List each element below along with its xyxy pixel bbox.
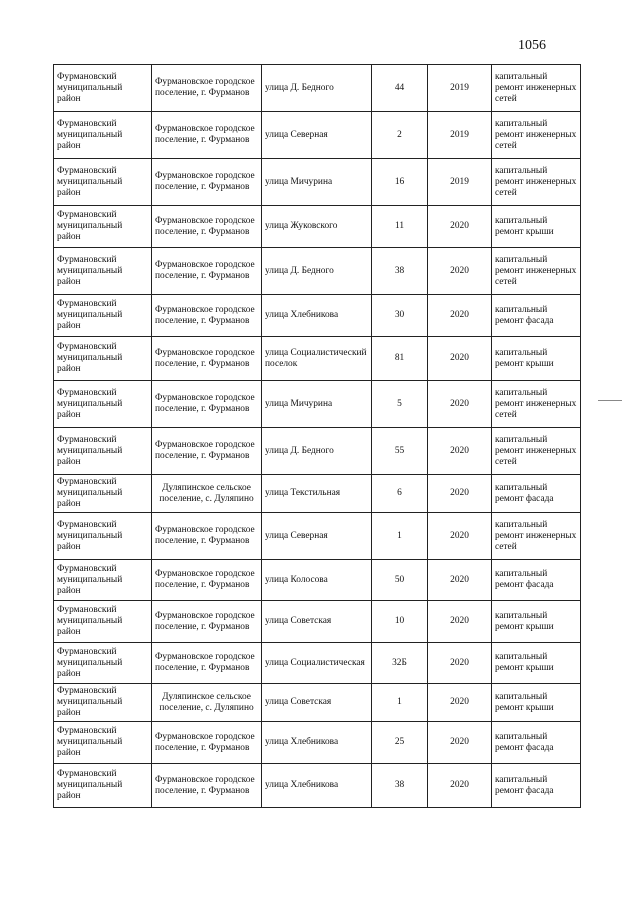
settlement-cell: Фурмановское городское поселение, г. Фурманов [152,643,262,684]
settlement-cell: Фурмановское городское поселение, г. Фурманов [152,65,262,112]
year-cell: 2020 [428,428,492,475]
year-cell: 2020 [428,513,492,560]
table-row [54,65,581,112]
district-cell: Фурмановский муниципальный район [54,159,152,206]
settlement-cell: Дуляпинское сельское поселение, с. Дуляпино [152,684,262,722]
district-cell: Фурмановский муниципальный район [54,764,152,808]
street-cell: улица Колосова [262,560,372,601]
table-row [54,206,581,248]
year-cell: 2020 [428,206,492,248]
house-cell: 44 [372,65,428,112]
house-cell: 2 [372,112,428,159]
table-row [54,475,581,513]
year-cell: 2019 [428,65,492,112]
work-cell: капитальный ремонт инженерных сетей [492,112,581,159]
table-row [54,722,581,764]
table-row [54,684,581,722]
work-cell: капитальный ремонт крыши [492,206,581,248]
street-cell: улица Хлебникова [262,764,372,808]
year-cell: 2020 [428,560,492,601]
work-cell: капитальный ремонт крыши [492,601,581,643]
work-cell: капитальный ремонт инженерных сетей [492,65,581,112]
work-cell: капитальный ремонт фасада [492,764,581,808]
table-row [54,428,581,475]
page-number: 1056 [518,38,546,53]
work-cell: капитальный ремонт фасада [492,722,581,764]
settlement-cell: Фурмановское городское поселение, г. Фурманов [152,601,262,643]
year-cell: 2020 [428,248,492,295]
year-cell: 2020 [428,337,492,381]
table-row [54,112,581,159]
year-cell: 2019 [428,112,492,159]
house-cell: 30 [372,295,428,337]
street-cell: улица Хлебникова [262,722,372,764]
settlement-cell: Фурмановское городское поселение, г. Фурманов [152,159,262,206]
table-row [54,381,581,428]
district-cell: Фурмановский муниципальный район [54,475,152,513]
street-cell: улица Д. Бедного [262,428,372,475]
work-cell: капитальный ремонт фасада [492,475,581,513]
street-cell: улица Жуковского [262,206,372,248]
district-cell: Фурмановский муниципальный район [54,248,152,295]
street-cell: улица Северная [262,513,372,560]
table-row [54,248,581,295]
house-cell: 81 [372,337,428,381]
settlement-cell: Фурмановское городское поселение, г. Фурманов [152,764,262,808]
work-cell: капитальный ремонт крыши [492,337,581,381]
settlement-cell: Фурмановское городское поселение, г. Фурманов [152,513,262,560]
year-cell: 2020 [428,381,492,428]
house-cell: 25 [372,722,428,764]
house-cell: 16 [372,159,428,206]
year-cell: 2020 [428,722,492,764]
street-cell: улица Северная [262,112,372,159]
year-cell: 2020 [428,764,492,808]
settlement-cell: Фурмановское городское поселение, г. Фурманов [152,722,262,764]
settlement-cell: Фурмановское городское поселение, г. Фурманов [152,428,262,475]
district-cell: Фурмановский муниципальный район [54,295,152,337]
year-cell: 2020 [428,295,492,337]
year-cell: 2020 [428,643,492,684]
year-cell: 2019 [428,159,492,206]
settlement-cell: Фурмановское городское поселение, г. Фурманов [152,112,262,159]
settlement-cell: Фурмановское городское поселение, г. Фурманов [152,381,262,428]
house-cell: 5 [372,381,428,428]
table-row [54,513,581,560]
street-cell: улица Социалистическая [262,643,372,684]
street-cell: улица Д. Бедного [262,65,372,112]
work-cell: капитальный ремонт фасада [492,295,581,337]
house-cell: 11 [372,206,428,248]
street-cell: улица Советская [262,684,372,722]
district-cell: Фурмановский муниципальный район [54,722,152,764]
district-cell: Фурмановский муниципальный район [54,560,152,601]
table-row [54,337,581,381]
house-cell: 1 [372,513,428,560]
house-cell: 10 [372,601,428,643]
settlement-cell: Фурмановское городское поселение, г. Фурманов [152,560,262,601]
house-cell: 55 [372,428,428,475]
district-cell: Фурмановский муниципальный район [54,513,152,560]
table-row [54,643,581,684]
work-cell: капитальный ремонт инженерных сетей [492,159,581,206]
table-row [54,560,581,601]
district-cell: Фурмановский муниципальный район [54,112,152,159]
street-cell: улица Д. Бедного [262,248,372,295]
street-cell: улица Хлебникова [262,295,372,337]
table-row [54,764,581,808]
district-cell: Фурмановский муниципальный район [54,337,152,381]
year-cell: 2020 [428,601,492,643]
year-cell: 2020 [428,475,492,513]
work-cell: капитальный ремонт инженерных сетей [492,381,581,428]
table-row [54,295,581,337]
district-cell: Фурмановский муниципальный район [54,684,152,722]
street-cell: улица Советская [262,601,372,643]
work-cell: капитальный ремонт крыши [492,643,581,684]
settlement-cell: Фурмановское городское поселение, г. Фурманов [152,295,262,337]
street-cell: улица Текстильная [262,475,372,513]
table-row [54,601,581,643]
table-row [54,159,581,206]
settlement-cell: Фурмановское городское поселение, г. Фурманов [152,206,262,248]
house-cell: 1 [372,684,428,722]
housing-repair-table [53,64,581,808]
house-cell: 38 [372,248,428,295]
year-cell: 2020 [428,684,492,722]
house-cell: 38 [372,764,428,808]
work-cell: капитальный ремонт крыши [492,684,581,722]
margin-mark [598,400,622,401]
work-cell: капитальный ремонт инженерных сетей [492,248,581,295]
settlement-cell: Дуляпинское сельское поселение, с. Дуляпино [152,475,262,513]
house-cell: 50 [372,560,428,601]
table-body [54,65,581,808]
district-cell: Фурмановский муниципальный район [54,206,152,248]
street-cell: улица Мичурина [262,381,372,428]
district-cell: Фурмановский муниципальный район [54,601,152,643]
house-cell: 6 [372,475,428,513]
district-cell: Фурмановский муниципальный район [54,643,152,684]
district-cell: Фурмановский муниципальный район [54,381,152,428]
district-cell: Фурмановский муниципальный район [54,428,152,475]
settlement-cell: Фурмановское городское поселение, г. Фурманов [152,248,262,295]
work-cell: капитальный ремонт инженерных сетей [492,513,581,560]
work-cell: капитальный ремонт фасада [492,560,581,601]
house-cell: 32Б [372,643,428,684]
street-cell: улица Социалистический поселок [262,337,372,381]
settlement-cell: Фурмановское городское поселение, г. Фурманов [152,337,262,381]
work-cell: капитальный ремонт инженерных сетей [492,428,581,475]
street-cell: улица Мичурина [262,159,372,206]
district-cell: Фурмановский муниципальный район [54,65,152,112]
